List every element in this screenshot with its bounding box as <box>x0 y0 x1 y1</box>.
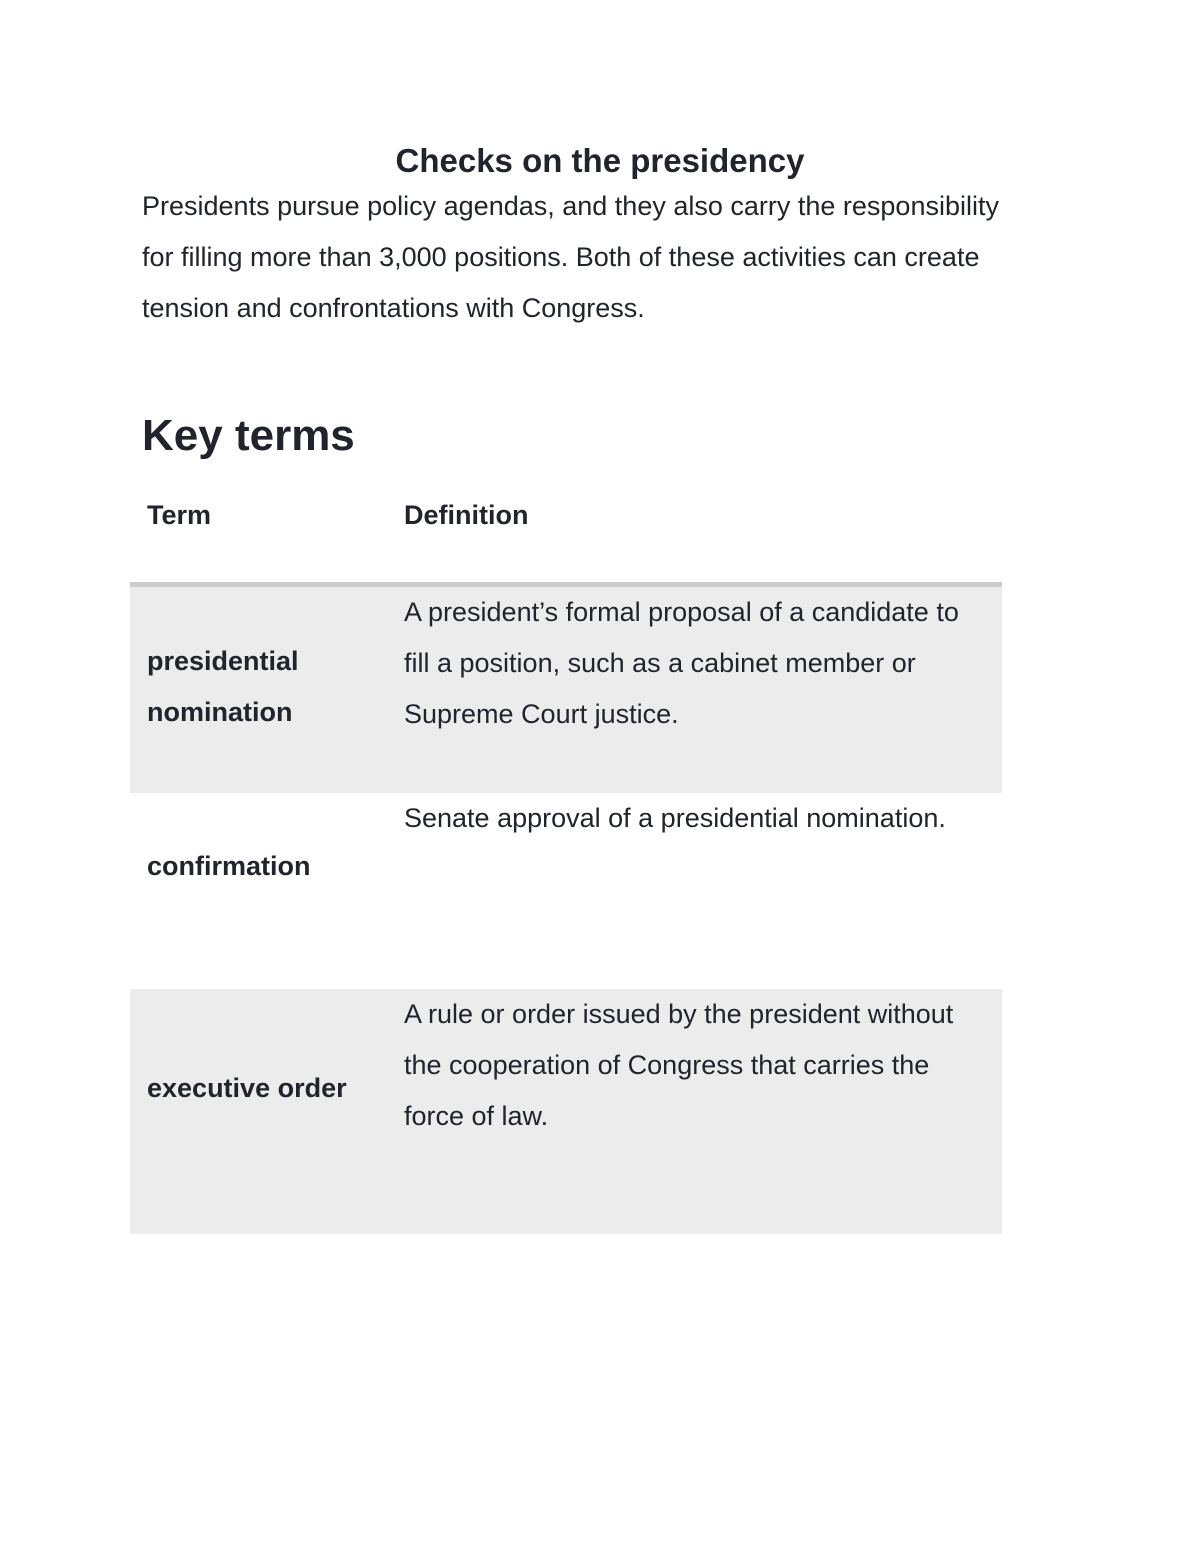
key-terms-table <box>130 488 1002 1234</box>
term-cell: presidential nomination <box>130 585 387 794</box>
table-row <box>130 585 1002 794</box>
definition-cell: Senate approval of a presidential nomination. <box>404 803 946 833</box>
table-row <box>130 989 1002 1234</box>
definition-cell: A president’s formal proposal of a candidate to fill a position, such as a cabinet member or Supreme Court justice. <box>387 585 1002 794</box>
page-title: Checks on the presidency <box>395 142 805 179</box>
definition-column-header: Definition <box>387 488 1002 585</box>
table-row <box>130 793 1002 989</box>
intro-paragraph: Presidents pursue policy agendas, and they also carry the responsibility for filling more than 3,000 positions. Both of these activities can create tension and confrontations with Congress. <box>142 191 999 323</box>
definition-cell: A rule or order issued by the president without the cooperation of Congress that carries the force of law. <box>387 989 1002 1234</box>
key-terms-heading: Key terms <box>142 411 355 460</box>
term-column-header: Term <box>130 488 387 585</box>
term-cell: confirmation <box>147 850 311 881</box>
table-header-row <box>130 488 1002 585</box>
term-cell: executive order <box>130 989 387 1234</box>
